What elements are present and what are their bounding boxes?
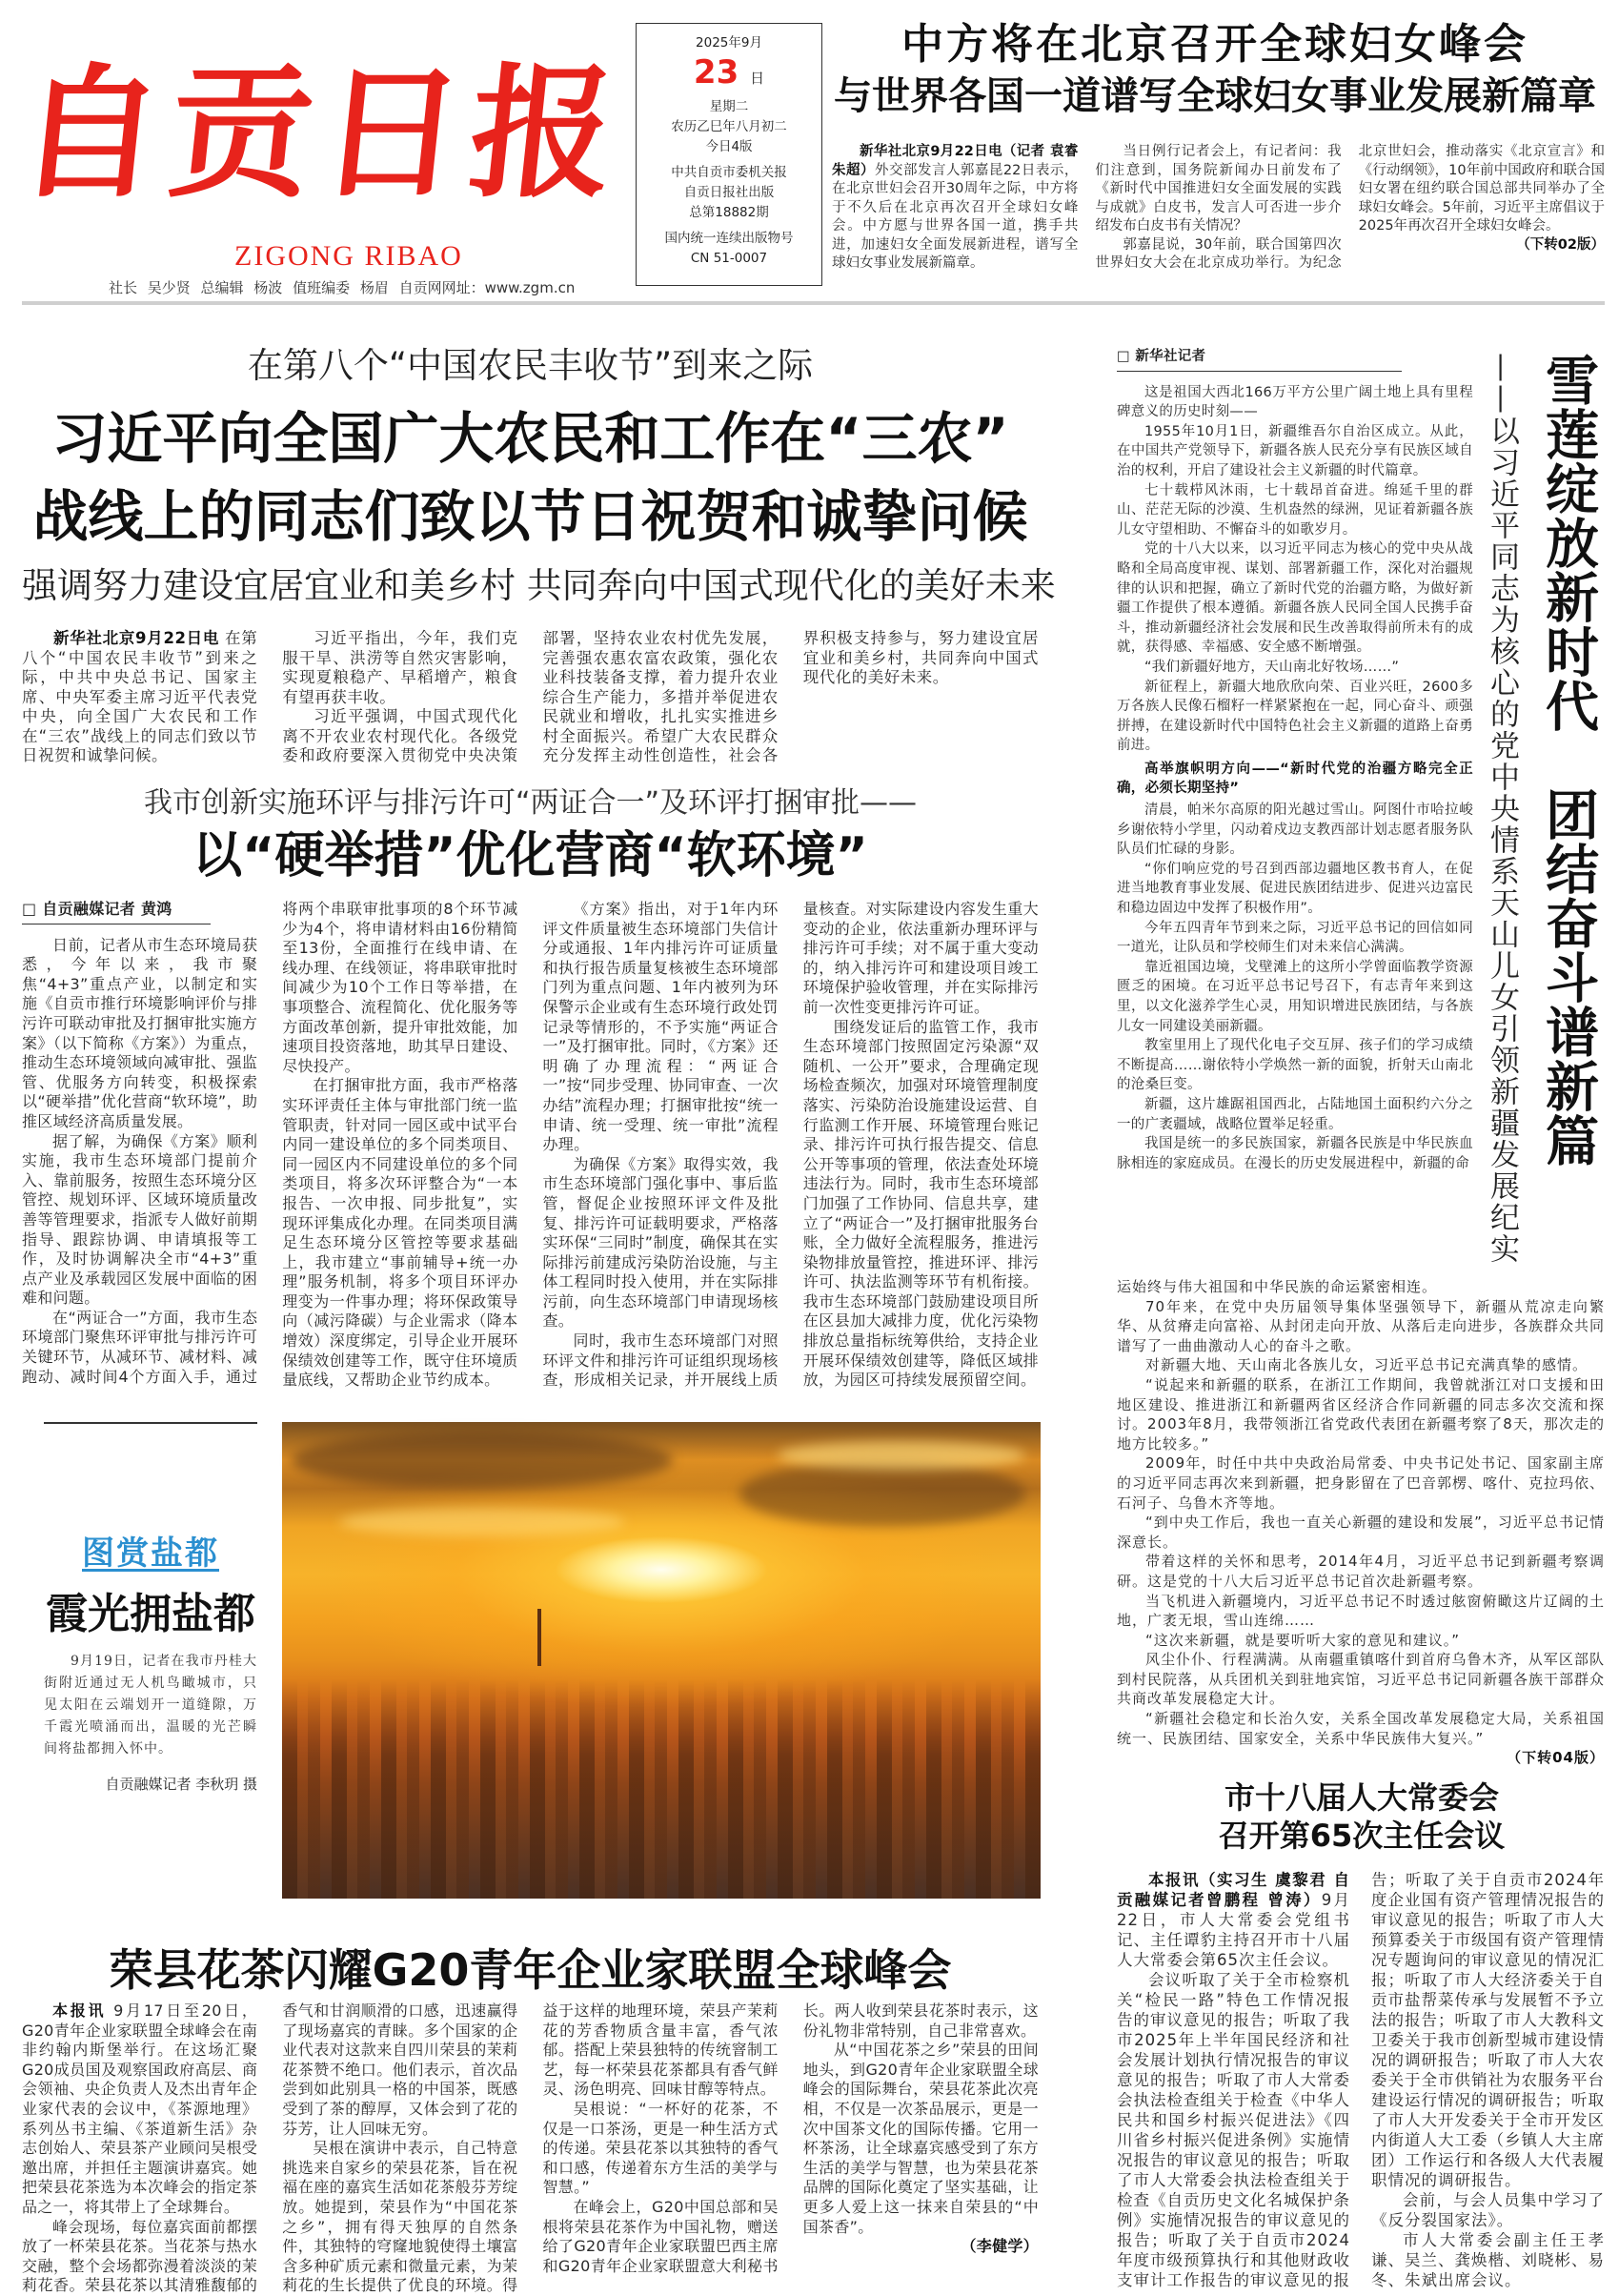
paragraph: [1117, 1552, 1605, 1591]
tv-tower: [537, 1609, 541, 1666]
paragraph-text: 当日例行记者会上，有记者问：我们注意到，国务院新闻办日前发布了《新时代中国推进妇女全面发展的实践与成就》白皮书，发言人可否进一步介绍发布白皮书有关情况？: [1095, 144, 1342, 234]
paragraph-text: 外交部发言人郭嘉昆22日表示，在北京世妇会召开30周年之际，中方将于不久后在北京再次召开全球妇女峰会。中方愿与世界各国一道，携手共进，加速妇女全面发展新进程，谱写全球妇女事业发展新篇章。: [832, 162, 1079, 271]
paragraph-text: 对新疆大地、天山南北各族儿女，习近平总书记充满真挚的感情。: [1145, 1356, 1589, 1374]
date-day: [637, 53, 821, 97]
byline: □ 新华社记者: [1117, 347, 1402, 372]
main-story-title-line2[interactable]: 战线上的同志们致以节日祝贺和诚挚问候: [32, 484, 1028, 549]
paragraph: [1117, 1375, 1605, 1453]
paragraph: [1117, 658, 1473, 678]
cloud: [339, 1508, 625, 1536]
date-day-unit: 日: [750, 70, 765, 87]
paragraph: [1117, 1095, 1473, 1134]
dateline: 新华社北京9月22日电: [53, 629, 220, 647]
paragraph-text: 吴根说：“一杯好的花茶，不仅是一口茶汤，更是一种生活方式的传递。荣县花茶以其独特的香气和口感，传递着东方生活的美学与智慧。”: [542, 2099, 779, 2197]
paragraph-text: “我们新疆好地方，天山南北好牧场……”: [1144, 659, 1400, 675]
paragraph-text: “这次来新疆，就是要听听大家的意见和建议。”: [1145, 1631, 1461, 1649]
paragraph-text: 七十载栉风沐雨，七十载昂首奋进。绵延千里的群山、茫茫无际的沙漠、生机盎然的绿洲，见证着新疆各族儿女守望相助、不懈奋斗的如歌岁月。: [1117, 482, 1473, 538]
paragraph-text: “说起来和新疆的联系，在浙江工作期间，我曾就浙江对口支援和田地区建设、推进浙江和新疆两省区经济合作同新疆的同志多次交流和探讨。2003年8月，我带领浙江省党政代表团在新疆考察了8天，那次走的地方比较多。”: [1117, 1375, 1605, 1453]
paragraph-text: 9月22日，市人大常委会党组书记、主任谭豹主持召开市十八届人大常委会第65次主任会议。: [1117, 1891, 1351, 1969]
paragraph-text: “你们响应党的号召到西部边疆地区教书育人，在促进当地教育事业发展、促进民族团结进步、促进兴边富民和稳边固边中发挥了积极作用”。: [1117, 861, 1473, 917]
paragraph: [543, 2100, 779, 2198]
publisher-label: 自贡日报社出版: [683, 185, 775, 200]
paragraph: [1117, 801, 1473, 860]
date-weekday: 星期二: [709, 99, 749, 114]
paragraph-text: 在“两证合一”方面，我市生态环境部门聚焦环评审批与排污许可关键环节，从减环节、减材料、减跑动、减时间4个方面入手，通过将两个串联审批事项的8个环节减少为4个，将申请材料由16份精简至13份，全面推行在线申请、在线办理、在线领证，将串联审批时间减少为10个工作日等举措，在事项整合、流程简化、优化服务等方面改革创新，提升审批效能，加速项目投资落地，助其早日建设、尽快投产。: [22, 900, 518, 1386]
xinjiang-story-body-lower: [1117, 1277, 1605, 1768]
paragraph-text: 为确保《方案》取得实效，我市生态环境部门强化事中、事后监管，督促企业按照环评文件及批复、排污许可证载明要求，严格落实环保“三同时”制度，确保其在实际排污前建成污染防治设施，与主体工程同时投入使用，并在实际排污前，向生态环境部门申请现场核查。: [542, 1154, 779, 1331]
masthead-logo-english: ZIGONG RIBAO: [234, 240, 463, 272]
date-box: [636, 23, 822, 286]
paragraph-text: 《方案》指出，对于1年内环评文件质量被生态环境部门失信计分或通报、1年内排污许可证质量和执行报告质量复核被生态环境部门列为重点问题、1年内被列为环保警示企业或有生态环境行政处罚记录等情形的，不予实施“两证合一”及打捆审批。同时，《方案》还明确了办理流程：“两证合一”按“同步受理、协同审查、一次办结”流程办理；打捆审批按“统一申请、统一受理、统一审批”流程办理。: [542, 900, 779, 1154]
main-story-title-line1[interactable]: 习近平向全国广大农民和工作在“三农”: [51, 406, 1009, 471]
paragraph-text: 围绕发证后的监管工作，我市生态环境部门按照固定污染源“双随机、一公开”要求，合理确定现场检查频次，加强对环境管理制度落实、污染防治设施建设运营、自行监测工作开展、环境管理台账记录、排污许可执行报告提交、信息公开等事项的管理，依法查处环境违法行为。同时，我市生态环境部门加强了工作协同、信息共享，建立了“两证合一”及打捆审批服务台账，全力做好全流程服务，推进污染物排放量管控，推进环评、排污许可、执法监测等环节有机衔接。我市生态环境部门鼓励建设项目所在区县加大减排力度，优化污染物排放总量指标统筹供给，支持企业开展环保绩效创建等，降低区域排放，为园区可持续发展预留空间。: [802, 1017, 1039, 1390]
paragraph-text: 在峰会上，G20中国总部和吴根将荣县花茶作为中国礼物，赠送给了G20青年企业家联盟巴西主席和G20青年企业家联盟意大利秘书长。两人收到荣县花茶时表示，这份礼物非常特别，自己非常喜欢。: [542, 2001, 1039, 2275]
section-subheading: 高举旗帜明方向——“新时代党的治疆方略完全正确，必须长期坚持”: [1117, 761, 1473, 797]
serial-number: CN 51-0007: [690, 251, 768, 266]
paragraph: [282, 629, 517, 707]
photo-section-divider: [44, 1422, 257, 1424]
paragraph-text: 同时，我市生态环境部门对照环评文件和排污许可证组织现场核查，形成相关记录，并开展线上质量核查。对实际建设内容发生重大变动的企业，依法重新办理环评与排污许可手续；对不属于重大变动的，纳入排污许可和建设项目竣工环境保护验收管理，并在实际排污前一次性变更排污许可证。: [542, 900, 1039, 1390]
paragraph: [543, 900, 779, 1155]
issue-number: 总第18882期: [689, 205, 769, 220]
npc-story-title[interactable]: [1119, 1778, 1605, 1855]
paragraph-text: 70年来，在党中央历届领导集体坚强领导下，新疆从荒凉走向繁华、从贫瘠走向富裕、从封闭走向开放、从落后走向进步，各族群众共同谱写了一曲曲激动人心的奋斗之歌。: [1117, 1297, 1606, 1354]
paragraph-text: 靠近祖国边境，戈壁滩上的这所小学曾面临教学资源匮乏的困境。在习近平总书记号召下，有志青年来到这里，以文化滋养学生心灵，用知识增进民族团结，与各族儿女一同建设美丽新疆。: [1117, 959, 1473, 1034]
date-day-number: 23: [693, 53, 739, 91]
paragraph-text: 会议听取了关于全市检察机关“检民一路”特色工作情况报告的审议意见的报告；听取了我市2025年上半年国民经济和社会发展计划执行情况报告的审议意见的报告；听取了市人大常委会执法检查组关于检查《中华人民共和国乡村振兴促进法》《四川省乡村振兴促进条例》实施情况报告的审议意见的报告；听取了市人大常委会执法检查组关于检查《自贡历史文化名城保护条例》实施情况报告的审议意见的报告；听取了关于自贡市2024年度市级预算执行和其他财政收支审计工作报告的审议意见的报告；听取了关于自贡市2024年度企业国有资产管理情况报告的审议意见的报告；听取了市人大预算委关于市级国有资产管理情况专题询问的审议意见的情况汇报；听取了市人大经济委关于自贡市盐帮菜传承与发展暂不予立法的报告；听取了市人大教科文卫委关于我市创新型城市建设情况的调研报告；听取了市人大农委关于全市供销社为农服务平台建设运行情况的调研报告；听取了市人大开发委关于全市开发区内街道人大工委（乡镇人大主席团）工作运行和各级人大代表履职情况的调研报告。: [1117, 1871, 1605, 2289]
masthead-credits: 社长 吴少贤 总编辑 杨波 值班编委 杨眉 自贡网网址：www.zgm.cn: [109, 279, 576, 296]
date-lunar: 农历乙巳年八月初二: [671, 119, 787, 134]
paragraph: [1117, 1453, 1605, 1513]
paragraph: [1117, 1592, 1605, 1631]
cloud: [292, 1432, 673, 1489]
paragraph-text: “新疆社会稳定和长治久安，关系全国改革发展稳定大局，关系祖国统一、民族团结、国家安全，关系中华民族伟大复兴。”: [1117, 1710, 1605, 1747]
top-story-title-line2[interactable]: 与世界各国一道谱写全球妇女事业发展新篇章: [834, 74, 1596, 118]
paragraph: [1117, 1036, 1473, 1095]
main-story-kicker: 在第八个“中国农民丰收节”到来之际: [247, 345, 814, 386]
xinjiang-story-subtitle: ——以习近平同志为核心的党中央情系天山儿女引领新疆发展纪实: [1485, 353, 1519, 1265]
paragraph: [803, 1018, 1039, 1391]
paragraph-text: 吴根在演讲中表示，自己特意挑选来自家乡的荣县花茶，旨在祝福在座的嘉宾生活如花茶般芬芳绽放。她提到，荣县作为“中国花茶之乡”，拥有得天独厚的自然条件，其独特的穹窿地貌使得土壤富含多种矿质元素和微量元素，为茉莉花的生长提供了优良的环境。得益于这样的地理环境，荣县产茉莉花的芳香物质含量丰富，香气浓郁。搭配上荣县独特的传统窨制工艺，每一杯荣县花茶都具有香气鲜灵、汤色明亮、回味甘醇等特点。: [282, 2001, 779, 2295]
paragraph: [832, 143, 1078, 274]
paragraph: [1371, 2230, 1605, 2290]
bottom-story-title[interactable]: 荣县花茶闪耀G20青年企业家联盟全球峰会: [109, 1944, 952, 1996]
paragraph: [1117, 1355, 1605, 1375]
paragraph-text: 风尘仆仆、行程满满。从南疆重镇喀什到首府乌鲁木齐，从军区部队到村民院落，从兵团机关到驻地宾馆，习近平总书记同新疆各族干部群众共商改革发展稳定大计。: [1117, 1651, 1606, 1708]
paragraph-text: 运始终与伟大祖国和中华民族的命运紧密相连。: [1117, 1278, 1438, 1295]
paragraph: [1117, 1650, 1605, 1709]
paragraph-text: 今年五四青年节到来之际，习近平总书记的回信如同一道光，让队员和学校师生们对未来信心满满。: [1117, 920, 1473, 956]
continuation-note[interactable]: （下转02版）: [1516, 236, 1605, 253]
serial-label: 国内统一连续出版物号: [664, 231, 794, 246]
paragraph: [1117, 422, 1473, 481]
paragraph: [1117, 1709, 1605, 1748]
dateline: 本报讯（实习生 虞黎君 自贡融媒记者曾鹏程 曾涛）: [1117, 1871, 1350, 1909]
page-count: 今日4版: [705, 139, 753, 154]
continuation-note[interactable]: （下转04版）: [1507, 1749, 1605, 1767]
paragraph-text: 新疆，这片雄踞祖国西北，占陆地国土面积约六分之一的广袤疆域，战略位置举足轻重。: [1117, 1096, 1473, 1132]
paragraph-text: 习近平指出，今年，我们克服干旱、洪涝等自然灾害影响，实现夏粮稳产、早稻增产，粮食有望再获丰收。: [282, 629, 518, 706]
story2-body: [22, 900, 1039, 1391]
paragraph: [1117, 539, 1473, 658]
paragraph-text: 党的十八大以来，以习近平同志为核心的党中央从战略和全局高度审视、谋划、部署新疆工作，深化对治疆规律的认识和把握，确立了新时代党的治疆方略，为做好新疆工作提供了根本遵循。新疆各族人民同全国人民携手奋斗，推动新疆经济社会发展和民生改善取得前所未有的成就，获得感、幸福感、安全感不断增强。: [1117, 541, 1473, 656]
paragraph: [1117, 481, 1473, 540]
paragraph: [803, 2041, 1039, 2237]
story2-title[interactable]: 以“硬举措”优化营商“软环境”: [192, 827, 868, 884]
paragraph: [1371, 2190, 1605, 2230]
paragraph-text: 1955年10月1日，新疆维吾尔自治区成立。从此，在中国共产党领导下，新疆各族人民充分享有民族区域自治的权利，开启了建设社会主义新疆的时代篇章。: [1117, 423, 1473, 478]
paragraph: [22, 2001, 257, 2218]
paragraph: [22, 1132, 257, 1309]
paragraph-text: 新征程上，新疆大地欣欣向荣、百业兴旺，2600多万各族人民像石榴籽一样紧紧抱在一起，同心奋斗、顽强拼搏，在建设新时代中国特色社会主义新疆的道路上奋勇前进。: [1117, 679, 1473, 754]
cloud: [778, 1441, 1025, 1470]
paragraph: [1117, 860, 1473, 919]
paragraph-text: 当飞机进入新疆境内，习近平总书记不时透过舷窗俯瞰这片辽阔的土地，广袤无垠，雪山连绵……: [1117, 1592, 1605, 1630]
paragraph: [1117, 1277, 1605, 1297]
npc-story-title-line1: 市十八届人大常委会: [1224, 1779, 1499, 1816]
paragraph: [1117, 1870, 1350, 1970]
paragraph-text: 清晨，帕米尔高原的阳光越过雪山。阿图什市哈拉峻乡谢依特小学里，闪动着戍边支教西部计划志愿者服务队队员们忙碌的身影。: [1117, 803, 1473, 858]
dateline: 新华社北京9月22日电（记者 袁睿 朱超）: [832, 144, 1079, 178]
bottom-story-body: [22, 2001, 1039, 2296]
byline: □ 自贡融媒记者 黄鸿: [22, 900, 211, 924]
main-story-subtitle: 强调努力建设宜居宜业和美乡村 共同奔向中国式现代化的美好未来: [22, 565, 1056, 606]
xinjiang-story-title[interactable]: 雪莲绽放新时代 团结奋斗谱新篇: [1537, 353, 1599, 1168]
paragraph-text: 据了解，为确保《方案》顺利实施，我市生态环境部门提前介入、靠前服务，按照生态环境分区管控、规划环评、区域环境质量改善等管理要求，指派专人做好前期指导、跟踪协调、申请填报等工作，及时协调解决全市“4+3”重点产业及承载园区发展中面临的困难和问题。: [22, 1131, 258, 1308]
continuation-note[interactable]: （李健学）: [961, 2237, 1039, 2256]
paragraph-text: 郭嘉昆说，30年前，联合国第四次世界妇女大会在北京成功举行。为纪念北京世妇会，推动落实《北京宣言》和《行动纲领》，10年前中国政府和联合国妇女署在纽约联合国总部共同举办了全球妇女峰会。5年前，习近平主席倡议于2025年再次召开全球妇女峰会。: [1095, 144, 1605, 271]
paragraph-text: 习近平强调，中国式现代化离不开农业农村现代化。各级党委和政府要深入贯彻党中央决策部署，坚持农业农村优先发展，完善强农惠农富农政策，强化农业科技装备支撑，着力提升农业综合生产能力，多措并举促进农民就业和增收，扎扎实实推进乡村全面振兴。希望广大农民群众充分发挥主动性创造性，社会各界积极支持参与，努力建设宜居宜业和美乡村，共同奔向中国式现代化的美好未来。: [282, 629, 1039, 764]
paragraph: [1117, 919, 1473, 958]
photo-title[interactable]: 霞光拥盐都: [46, 1590, 255, 1638]
paragraph: [22, 936, 257, 1132]
photo-section-label: 图赏盐都: [82, 1534, 219, 1573]
paragraph-text: 2009年，时任中共中央政治局常委、中央书记处书记、国家副主席的习近平同志再次来到新疆，把身影留在了巴音郭楞、喀什、克拉玛依、石河子、乌鲁木齐等地。: [1117, 1454, 1606, 1512]
paragraph-text: “到中央工作后，我也一直关心新疆的建设和发展”，习近平总书记情深意长。: [1117, 1514, 1605, 1551]
npc-story-title-line2: 召开第65次主任会议: [1218, 1818, 1506, 1854]
sunset-city-photo[interactable]: [282, 1422, 1041, 1899]
paragraph: [1117, 958, 1473, 1036]
paragraph: [22, 629, 257, 766]
paragraph-text: 在打捆审批方面，我市严格落实环评责任主体与审批部门统一监管职责，针对同一园区或中试平台内同一建设单位的多个同类项目、同一园区内不同建设单位的多个同类项目，将多次环评整合为“一本报告、一次申报、同步批复”，实现环评集成化办理。在同类项目满足生态环境分区管控等要求基础上，我市建立“事前辅导+统一办理”服务机制，将多个项目环评办理变为一件事办理；将环保政策导向（减污降碳）与企业需求（降本增效）深度绑定，引导企业开展环保绩效创建等工作，既守住环境质量底线，又帮助企业节约成本。: [282, 1076, 518, 1390]
paragraph-text: 会前，与会人员集中学习了《反分裂国家法》。: [1371, 2191, 1605, 2229]
paragraph-text: 我国是统一的多民族国家，新疆各民族是中华民族血脉相连的家庭成员。在漫长的历史发展进程中，新疆的命: [1117, 1136, 1473, 1171]
date-year-month: 2025年9月: [696, 35, 762, 51]
city-skyline: [282, 1679, 1041, 1899]
paragraph-text: 教室里用上了现代化电子交互屏、孩子们的学习成绩不断提高……谢依特小学焕然一新的面貌，折射天山南北的沧桑巨变。: [1117, 1038, 1473, 1093]
photo-credit: 自贡融媒记者 李秋玥 摄: [105, 1776, 257, 1793]
paragraph-text: 9月17日至20日，G20青年企业家联盟全球峰会在南非约翰内斯堡举行。在这场汇聚G20成员国及观察国政府高层、商会领袖、央企负责人及杰出青年企业家代表的会议中，《茶源地理》系列丛书主编、《茶道新生活》杂志创始人、荣县茶产业顾问吴根受邀出席，并担任主题演讲嘉宾。她把荣县花茶选为本次峰会的指定茶品之一，将其带上了全球舞台。: [22, 2001, 258, 2216]
paragraph: [1117, 383, 1473, 422]
paragraph: [543, 1155, 779, 1331]
paragraph-text: 市人大常委会副主任王孝谦、吴兰、龚焕楷、刘晓彬、易冬、朱斌出席会议。: [1371, 2231, 1605, 2289]
paragraph-text: 从“中国花茶之乡”荣县的田间地头，到G20青年企业家联盟全球峰会的国际舞台，荣县花茶此次亮相，不仅是一次茶品展示，更是一次中国茶文化的国际传播。它用一杯茶汤，让全球嘉宾感受到了东方生活的美学与智慧，也为荣县花茶品牌的国际化奠定了坚实基础，让更多人爱上这一抹来自荣县的“中国茶香”。: [802, 2041, 1039, 2236]
cloud: [739, 1460, 1025, 1527]
paragraph-text: 日前，记者从市生态环境局获悉，今年以来，我市聚焦“4+3”重点产业，以制定和实施《自贡市推行环境影响评价与排污许可联动审批及打捆审批实施方案》（以下简称《方案》）为重点，推动生态环境领域向减审批、强监管、优服务方向转变，积极探索以“硬举措”优化营商“软环境”，助推区域经济高质量发展。: [22, 935, 258, 1130]
xinjiang-story-body-upper: [1117, 347, 1473, 1173]
paragraph-text: 在第八个“中国农民丰收节”到来之际，中共中央总书记、国家主席、中央军委主席习近平代表党中央，向全国广大农民和工作在“三农”战线上的同志们致以节日祝贺和诚挚问候。: [22, 629, 258, 764]
organ-label: 中共自贡市委机关报: [671, 165, 787, 180]
main-story-body: [22, 629, 1039, 766]
masthead-divider: [22, 301, 1605, 305]
paragraph: [1117, 1513, 1605, 1552]
dateline: 本报讯: [52, 2001, 107, 2020]
paragraph: [1117, 1297, 1605, 1356]
paragraph-text: 峰会现场，每位嘉宾面前都摆放了一杯荣县花茶。当花茶与热水交融，整个会场都弥漫着淡淡的茉莉花香。荣县花茶以其清雅馥郁的香气和甘润顺滑的口感，迅速赢得了现场嘉宾的青睐。多个国家的企业代表对这款来自四川荣县的茉莉花茶赞不绝口。他们表示，首次品尝到如此别具一格的中国茶，既感受到了茶的醇厚，又体会到了花的芬芳，让人回味无穷。: [22, 2001, 518, 2295]
paragraph-text: 带着这样的关怀和思考，2014年4月，习近平总书记到新疆考察调研。这是党的十八大后习近平总书记首次赴新疆考察。: [1117, 1553, 1605, 1590]
photo-caption: 9月19日，记者在我市丹桂大街附近通过无人机鸟瞰城市，只见太阳在云端划开一道缝隙，万千霞光喷涌而出，温暖的光芒瞬间将盐都拥入怀中。: [44, 1654, 257, 1757]
paragraph: [1095, 143, 1341, 236]
paragraph: [1117, 1631, 1605, 1651]
story2-kicker: 我市创新实施环评与排污许可“两证合一”及环评打捆审批——: [143, 786, 918, 820]
masthead-logo: 自贡日报: [10, 50, 631, 217]
top-story-body: [832, 143, 1605, 274]
paragraph-text: 这是祖国大西北166万平方公里广阔土地上具有里程碑意义的历史时刻——: [1117, 384, 1473, 420]
npc-story-body: [1117, 1870, 1605, 2290]
paragraph: [1117, 678, 1473, 756]
paragraph: [282, 1076, 517, 1391]
paragraph: [1117, 1134, 1473, 1173]
top-story-title-line1[interactable]: 中方将在北京召开全球妇女峰会: [901, 20, 1528, 69]
